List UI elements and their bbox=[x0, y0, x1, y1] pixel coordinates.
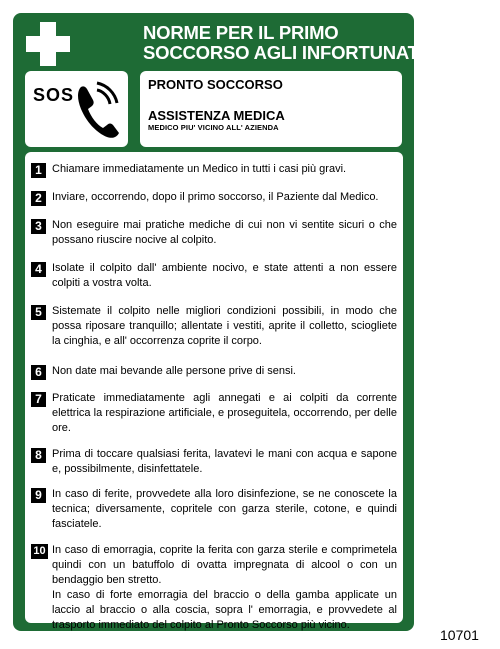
rule-text-continued: In caso di forte emorragia del braccio o della gamba applicate un laccio al braccio o alla coscia, sopra l' emorragia, e provvedete al trasporto immediato del colpito al Pronto Soccorso più vicino. bbox=[52, 589, 397, 631]
rule-number: 3 bbox=[31, 219, 46, 234]
rule-text: In caso di emorragia, coprite la ferita con garza sterile e comprimetela quindi con un batuffolo di ovatta impregnata di alcool o con un bendaggio ben stretto. bbox=[52, 544, 397, 586]
first-aid-cross-icon bbox=[26, 22, 70, 66]
sos-panel bbox=[25, 71, 128, 147]
rule-number: 2 bbox=[31, 191, 46, 206]
rule-text: Prima di toccare qualsiasi ferita, lavatevi le mani con acqua e sapone e, possibilmente, disinfettatele. bbox=[52, 448, 397, 475]
medico-vicino-label: MEDICO PIU' VICINO ALL' AZIENDA bbox=[148, 123, 279, 132]
rule-text: Chiamare immediatamente un Medico in tutti i casi più gravi. bbox=[52, 163, 347, 175]
first-aid-sign bbox=[13, 13, 424, 631]
rule-number: 4 bbox=[31, 262, 46, 277]
rule-number: 5 bbox=[31, 305, 46, 320]
title-line-2: SOCCORSO AGLI INFORTUNATI bbox=[143, 42, 424, 63]
rules-panel bbox=[25, 152, 403, 631]
sign-title bbox=[143, 22, 424, 63]
rule-number: 7 bbox=[31, 392, 46, 407]
rule-number: 9 bbox=[31, 488, 46, 503]
rule-number: 10 bbox=[31, 544, 48, 559]
pronto-soccorso-label: PRONTO SOCCORSO bbox=[148, 77, 283, 92]
assistenza-medica-label: ASSISTENZA MEDICA bbox=[148, 108, 285, 123]
rule-text: Praticate immediatamente agli annegati e ai colpiti da corrente elettrica la respirazione artificiale, e proseguitela, occorrendo, per delle ore. bbox=[52, 392, 397, 434]
emergency-contacts-panel bbox=[140, 71, 402, 147]
rule-text: Non date mai bevande alle persone prive di sensi. bbox=[52, 365, 296, 377]
rule-text: Non eseguire mai pratiche mediche di cui non vi sentite sicuri o che possano riuscire nocive al colpito. bbox=[52, 219, 397, 246]
title-line-1: NORME PER IL PRIMO bbox=[143, 22, 339, 43]
rule-number: 8 bbox=[31, 448, 46, 463]
telephone-icon bbox=[75, 77, 121, 139]
rule-text: Inviare, occorrendo, dopo il primo soccorso, il Paziente dal Medico. bbox=[52, 191, 379, 203]
rule-text: Isolate il colpito dall' ambiente nocivo, e state attenti a non essere colpiti a vostra volta. bbox=[52, 262, 397, 289]
rule-number: 1 bbox=[31, 163, 46, 178]
product-code: 10701 bbox=[440, 627, 479, 643]
sos-label: SOS bbox=[33, 85, 75, 105]
rule-number: 6 bbox=[31, 365, 46, 380]
rule-text: In caso di ferite, provvedete alla loro disinfezione, se ne conoscete la tecnica; diversamente, copritele con garza sterile, cotone, e quindi fasciatele. bbox=[52, 488, 397, 530]
rule-text: Sistemate il colpito nelle migliori condizioni possibili, in modo che possa riposare tranquillo; allentate i vestiti, aprite il colletto, sciogliete la cinghia, e all' occorrenza coprite il corpo. bbox=[52, 305, 397, 347]
